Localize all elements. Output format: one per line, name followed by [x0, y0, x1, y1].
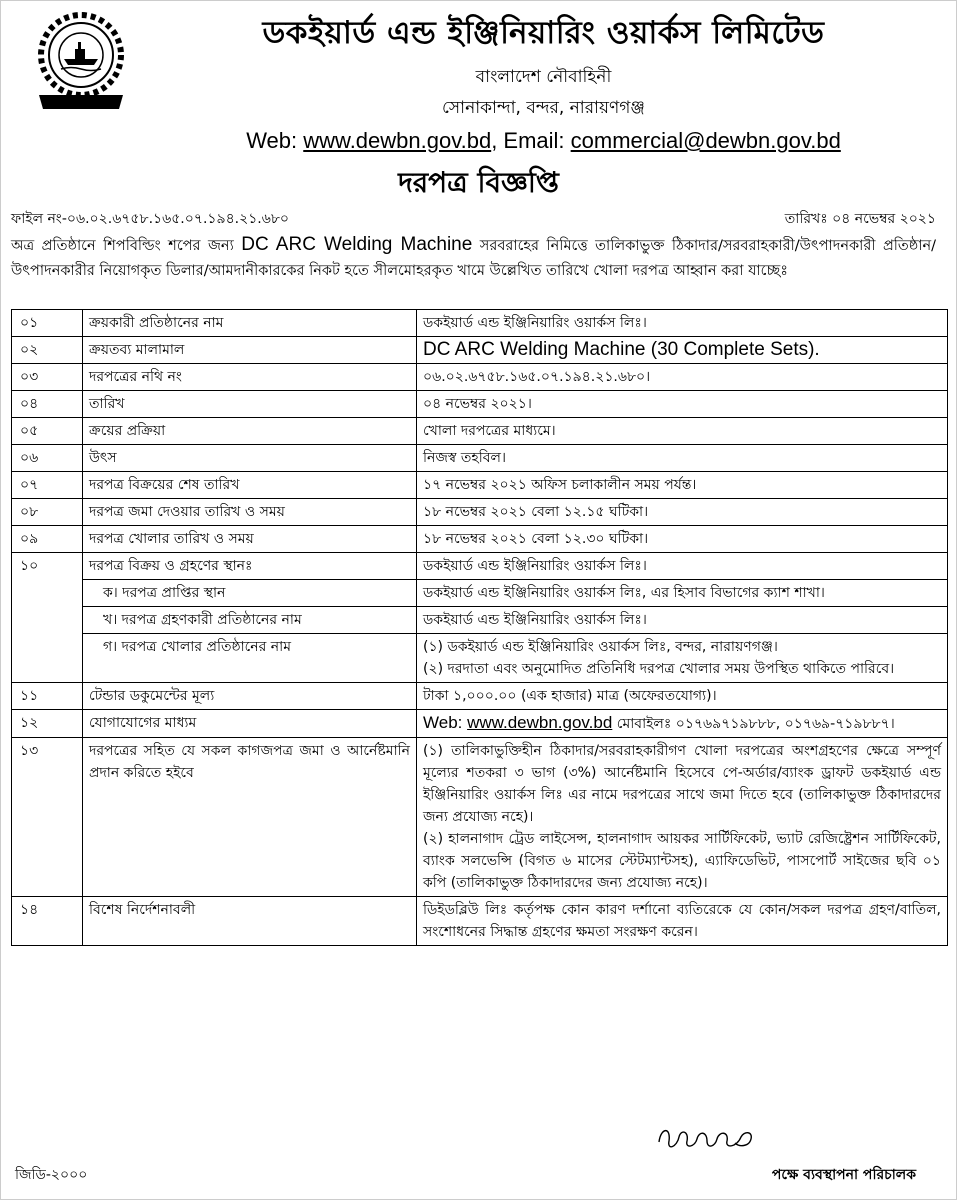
notice-date: তারিখঃ ০৪ নভেম্বর ২০২১ — [784, 211, 936, 227]
row-value: টাকা ১,০০০.০০ (এক হাজার) মাত্র (অফেরতযোগ্য)। — [417, 683, 948, 710]
intro-part-2: সরবরাহের নিমিত্তে তালিকাভুক্ত ঠিকাদার/সরবরাহকারী/উৎপাদনকারী প্রতিষ্ঠান/উৎপাদনকারীর নিয়োগকৃত ডিলার/আমদানীকারকের নিকট হতে সীলমোহরকৃত খামে উল্লেখিত তারিখে খোলা দরপত্র আহ্বান করা যাচ্ছেঃ — [11, 238, 936, 279]
row-item: টেন্ডার ডকুমেন্টের মূল্য — [83, 683, 417, 710]
row-item: তারিখ — [83, 391, 417, 418]
email-label: , Email: — [491, 128, 571, 153]
tender-details-table — [11, 309, 948, 946]
header — [1, 1, 956, 201]
intro-paragraph — [11, 232, 936, 284]
row-serial: ১৩ — [12, 738, 83, 897]
row-item: দরপত্রের নথি নং — [83, 364, 417, 391]
dew-logo-icon — [31, 11, 131, 111]
table-row — [12, 553, 948, 580]
email-link[interactable]: commercial@dewbn.gov.bd — [570, 128, 841, 153]
row-value: ১৮ নভেম্বর ২০২১ বেলা ১২.৩০ ঘটিকা। — [417, 526, 948, 553]
table-row — [12, 337, 948, 364]
row-serial: ১২ — [12, 710, 83, 738]
subrow-value: ডকইয়ার্ড এন্ড ইঞ্জিনিয়ারিং ওয়ার্কস লিঃ, এর হিসাব বিভাগের ক্যাশ শাখা। — [417, 580, 948, 607]
subrow-value: ডকইয়ার্ড এন্ড ইঞ্জিনিয়ারিং ওয়ার্কস লিঃ। — [417, 607, 948, 634]
table-row — [12, 472, 948, 499]
row-value: ১৮ নভেম্বর ২০২১ বেলা ১২.১৫ ঘটিকা। — [417, 499, 948, 526]
table-row — [12, 445, 948, 472]
row-item: দরপত্র খোলার তারিখ ও সময় — [83, 526, 417, 553]
row-item: বিশেষ নির্দেশনাবলী — [83, 897, 417, 946]
row-serial: ১৪ — [12, 897, 83, 946]
table-subrow — [12, 634, 948, 683]
row-value: DC ARC Welding Machine (30 Complete Sets). — [417, 337, 948, 364]
row-serial: ০৫ — [12, 418, 83, 445]
table-row — [12, 499, 948, 526]
row-serial: ০৭ — [12, 472, 83, 499]
web-label: Web: — [423, 713, 468, 732]
row-serial: ০৮ — [12, 499, 83, 526]
row-item: ক্রয়ের প্রক্রিয়া — [83, 418, 417, 445]
row-serial: ০৩ — [12, 364, 83, 391]
address: সোনাকান্দা, বন্দর, নারায়ণগঞ্জ — [442, 98, 645, 118]
row-value: ডকইয়ার্ড এন্ড ইঞ্জিনিয়ারিং ওয়ার্কস লিঃ। — [417, 553, 948, 580]
row-item: উৎস — [83, 445, 417, 472]
notice-title: দরপত্র বিজ্ঞপ্তি — [398, 166, 559, 199]
row-value: ০৬.০২.৬৭৫৮.১৬৫.০৭.১৯৪.২১.৬৮০। — [417, 364, 948, 391]
row-value: নিজস্ব তহবিল। — [417, 445, 948, 472]
file-number: ফাইল নং-০৬.০২.৬৭৫৮.১৬৫.০৭.১৯৪.২১.৬৮০ — [11, 211, 290, 227]
row-serial: ০১ — [12, 310, 83, 337]
row-item: যোগাযোগের মাধ্যম — [83, 710, 417, 738]
row-item: ক্রয়তব্য মালামাল — [83, 337, 417, 364]
row-value — [417, 738, 948, 897]
table-row — [12, 418, 948, 445]
row-item: দরপত্র জমা দেওয়ার তারিখ ও সময় — [83, 499, 417, 526]
table-subrow — [12, 580, 948, 607]
row-value: ডকইয়ার্ড এন্ড ইঞ্জিনিয়ারিং ওয়ার্কস লিঃ। — [417, 310, 948, 337]
table-row — [12, 526, 948, 553]
table-row — [12, 738, 948, 897]
intro-part-1: অত্র প্রতিষ্ঠানে শিপবিল্ডিং শপের জন্য — [11, 238, 242, 254]
row-value — [417, 710, 948, 738]
contact-line — [151, 128, 936, 154]
row-serial: ০৪ — [12, 391, 83, 418]
opening-place-1: (১) ডকইয়ার্ড এন্ড ইঞ্জিনিয়ারিং ওয়ার্কস লিঃ, বন্দর, নারায়ণগঞ্জ। — [423, 639, 778, 655]
requirement-1: (১) তালিকাভুক্তিহীন ঠিকাদার/সরবরাহকারীগণ খোলা দরপত্রের অংশগ্রহণের ক্ষেত্রে সম্পূর্ণ মূল্যের শতকরা ৩ ভাগ (৩%) আর্নেষ্টমানি হিসেবে পে-অর্ডার/ব্যাংক ড্রাফট ডকইয়ার্ড এন্ড ইঞ্জিনিয়ারিং ওয়ার্কস লিঃ এর নামে দরপত্রের সাথে জমা দিতে হবে (তালিকাভুক্ত ঠিকাদারদের জন্য প্রযোজ্য নহে)। — [423, 743, 941, 825]
table-row — [12, 364, 948, 391]
opening-place-2: (২) দরদাতা এবং অনুমোদিত প্রতিনিধি দরপত্র খোলার সময় উপস্থিত থাকিতে পারিবে। — [423, 661, 895, 677]
row-value: খোলা দরপত্রের মাধ্যমে। — [417, 418, 948, 445]
table-row — [12, 310, 948, 337]
table-row — [12, 710, 948, 738]
table-row — [12, 683, 948, 710]
signatory: পক্ষে ব্যবস্থাপনা পরিচালক — [771, 1167, 916, 1183]
subrow-item: গ। দরপত্র খোলার প্রতিষ্ঠানের নাম — [83, 634, 417, 683]
row-value: ডিইডব্লিউ লিঃ কর্তৃপক্ষ কোন কারণ দর্শানো ব্যতিরেকে যে কোন/সকল দরপত্র গ্রহণ/বাতিল, সংশোধনের সিদ্ধান্ত গ্রহণের ক্ষমতা সংরক্ষণ করেন। — [417, 897, 948, 946]
gd-number: জিডি-২০০০ — [15, 1167, 88, 1183]
website-link[interactable]: www.dewbn.gov.bd — [467, 713, 613, 732]
file-number-line — [11, 207, 936, 231]
subrow-value — [417, 634, 948, 683]
website-link[interactable]: www.dewbn.gov.bd — [303, 128, 492, 153]
subrow-item: ক। দরপত্র প্রাপ্তির স্থান — [83, 580, 417, 607]
subrow-item: খ। দরপত্র গ্রহণকারী প্রতিষ্ঠানের নাম — [83, 607, 417, 634]
row-value: ০৪ নভেম্বর ২০২১। — [417, 391, 948, 418]
mobile-numbers: মোবাইলঃ ০১৭৬৯৭১৯৮৮৮, ০১৭৬৯-৭১৯৮৮৭। — [612, 716, 895, 732]
row-item: ক্রয়কারী প্রতিষ্ঠানের নাম — [83, 310, 417, 337]
web-label: Web: — [246, 128, 304, 153]
row-value: ১৭ নভেম্বর ২০২১ অফিস চলাকালীন সময় পর্যন্ত। — [417, 472, 948, 499]
table-row — [12, 897, 948, 946]
signature-icon — [649, 1117, 769, 1157]
row-serial: ০৯ — [12, 526, 83, 553]
contact-web — [423, 713, 612, 732]
navy-subtitle: বাংলাদেশ নৌবাহিনী — [475, 67, 612, 87]
organization-name: ডকইয়ার্ড এন্ড ইঞ্জিনিয়ারিং ওয়ার্কস লিমিটেড — [262, 15, 825, 51]
row-serial: ০৬ — [12, 445, 83, 472]
row-serial: ১০ — [12, 553, 83, 683]
row-item: দরপত্রের সহিত যে সকল কাগজপত্র জমা ও আর্নেষ্টমানি প্রদান করিতে হইবে — [83, 738, 417, 897]
row-serial: ১১ — [12, 683, 83, 710]
row-serial: ০২ — [12, 337, 83, 364]
row-item: দরপত্র বিক্রয় ও গ্রহণের স্থানঃ — [83, 553, 417, 580]
row-item: দরপত্র বিক্রয়ের শেষ তারিখ — [83, 472, 417, 499]
table-subrow — [12, 607, 948, 634]
requirement-2: (২) হালনাগাদ ট্রেড লাইসেন্স, হালনাগাদ আয়কর সার্টিফিকেট, ভ্যাট রেজিষ্ট্রেশন সার্টিফিকেট, ব্যাংক সলভেন্সি (বিগত ৬ মাসের স্টেটম্যান্টসহ), এ্যাফিডেভিট, পাসপোর্ট সাইজের ছবি ০১ কপি (তালিকাভুক্ত ঠিকাদারদের জন্য প্রযোজ্য নহে)। — [423, 831, 941, 891]
intro-product: DC ARC Welding Machine — [241, 234, 473, 255]
table-row — [12, 391, 948, 418]
